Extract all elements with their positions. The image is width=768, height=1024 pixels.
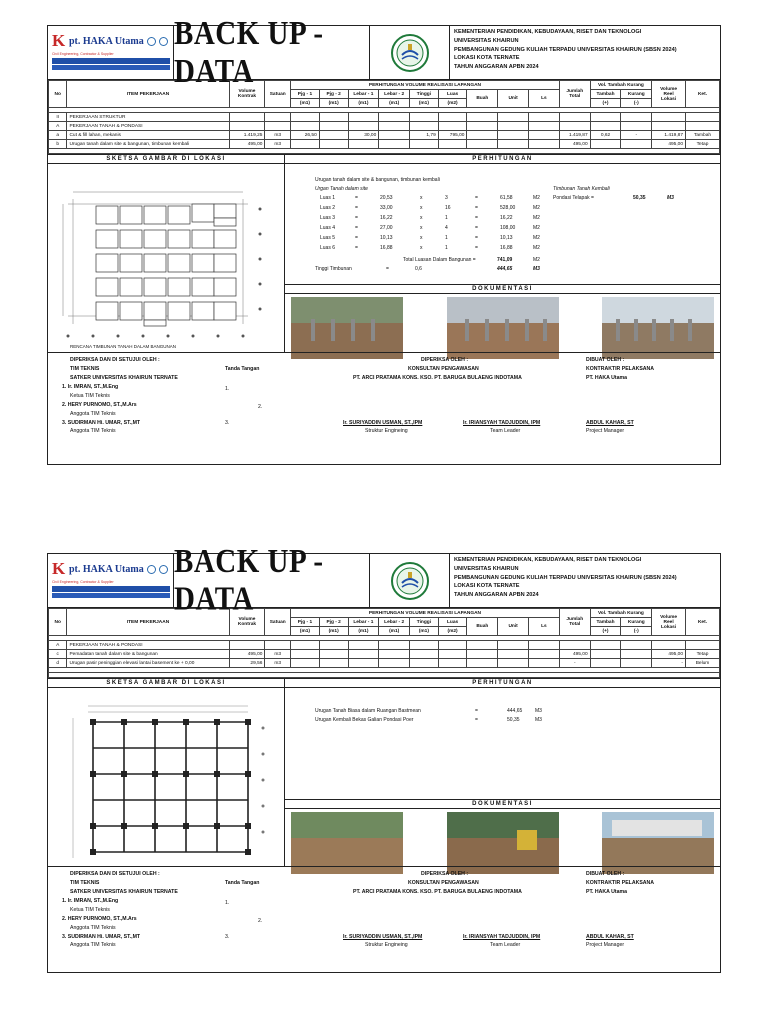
calc-cell-eq2: =	[475, 195, 478, 201]
col-pjg1: Pjg - 1	[291, 90, 320, 99]
col-ket: Ket.	[686, 81, 720, 108]
sheet-header	[48, 542, 720, 618]
signature-block: DIPERIKSA DAN DI SETUJUI OLEH : TIM TEKNIS Tanda Tangan SATKER UNIVERSITAS KHAIRUN TERNATE 1. Ir. IMRAN, ST.,M.Eng 1. Ketua TIM Teknis 2. HERY PURNOMO, ST.,M.Ars 2. Anggota TIM Teknis 3. SUDIRMAN Hi. UMAR, ST.,MT 3. Anggota TIM Teknis DIPERIKSA OLEH : KONSULTAN PENGAWASAN PT. ARCI PRATAMA KONS. KSO. PT. BARUGA BULAENG INDOTAMA Ir. SURIYADDIN USMAN, ST.,IPM Struktur Engineing Ir. IRIANSYAH TADJUDDIN, IPM Team Leader DIBUAT OLEH : KONTRAKTIR PELAKSANA PT. HAKA Utama ABDUL KAHAR, ST Project Manager	[48, 866, 720, 950]
table-row: II PEKERJAAN STRUKTUR	[49, 113, 720, 122]
calc-cell-eq: =	[355, 205, 358, 211]
k-logo-icon: K	[52, 559, 66, 578]
calc-cell-label: Luas 2	[320, 205, 336, 211]
calc-cell-a: 20,53	[380, 195, 393, 201]
col-satuan: Satuan	[265, 81, 291, 108]
calc-panel	[285, 679, 720, 866]
company-logo	[48, 554, 174, 607]
col-no: No	[49, 81, 67, 108]
sketch-panel	[48, 155, 285, 352]
col-lebar1: Lebar - 1	[348, 90, 379, 99]
calc-cell-a: 16,88	[380, 245, 393, 251]
project-info	[450, 26, 720, 79]
calc-cell-u: M2	[533, 235, 540, 241]
floor-plan-sketch	[48, 164, 284, 352]
volume-table: No ITEM PEKERJAAN Volume Kontrak Satuan PERHITUNGAN VOLUME REALISASI LAPANGAN Jumlah Total Vol. Tambah Kurang Volume Reel Lokasi Ket. Pjg - 1 Pjg - 2 Lebar - 1 Lebar - 2 Tinggi Luas Buah Unit Ls Tambah Kurang (m1) (m1) (m1) (m1) (m1) (m2) (+) (-) II PEKERJAAN STRUKTUR A PEKERJAAN TANAH & PONDASI a Cut & fill lahan, mekanis 1.419,25 m3 26,50 30,00 1,79 795,00 1.419,87 0,62 - 1.419,87 Tambah b Urugan tanah dalam site & bangunan, timbunan kembali 495,00 m3 495,00 495,00 Tetap	[48, 80, 720, 154]
calc-cell-eq: =	[355, 235, 358, 241]
table-header-row	[49, 81, 720, 90]
sketch-panel	[48, 679, 285, 866]
col-ls: Ls	[529, 90, 560, 108]
calc-cell-label: Luas 1	[320, 195, 336, 201]
table-row: b Urugan tanah dalam site & bangunan, timbunan kembali 495,00 m3 495,00 495,00 Tetap	[49, 140, 720, 149]
calc-cell-eq2: =	[475, 245, 478, 251]
calc-cell-u: M2	[533, 195, 540, 201]
calc-cell-x: x	[420, 205, 423, 211]
sketch-calc-section	[48, 154, 720, 352]
calc-cell-x: x	[420, 195, 423, 201]
col-vol-tambah-kurang: Vol. Tambah Kurang	[590, 81, 652, 90]
cert-badge-icon	[159, 37, 168, 46]
calc-cell-x: x	[420, 245, 423, 251]
calc-cell-eq: =	[355, 215, 358, 221]
calc-cell-n: 1	[445, 245, 448, 251]
calc-cell-label: Luas 4	[320, 225, 336, 231]
col-volume-reel: Volume Reel Lokasi	[652, 81, 686, 108]
cert-badge-icon	[147, 565, 156, 574]
cert-badge-icon	[159, 565, 168, 574]
col-unit: Unit	[498, 90, 529, 108]
logo-stripe	[52, 593, 170, 598]
calc-cell-res: 528,00	[500, 205, 516, 211]
info-budget-year: TAHUN ANGGARAN APBN 2024	[454, 64, 539, 71]
logo-stripe	[52, 58, 170, 64]
col-tambah: Tambah	[590, 90, 621, 99]
calc-cell-u: M2	[533, 205, 540, 211]
table-row: A PEKERJAAN TANAH & PONDASI	[49, 122, 720, 131]
table-row: a Cut & fill lahan, mekanis 1.419,25 m3 26,50 30,00 1,79 795,00 1.419,87 0,62 - 1.419,87 Tambah	[49, 131, 720, 140]
calc-cell-n: 1	[445, 215, 448, 221]
info-university: UNIVERSITAS KHAIRUN	[454, 37, 519, 44]
site-photo	[447, 297, 559, 359]
calc-cell-n: 1	[445, 235, 448, 241]
calc-cell-res: 108,00	[500, 225, 516, 231]
foundation-plan-sketch	[48, 688, 284, 866]
site-photo	[291, 812, 403, 874]
col-buah: Buah	[467, 90, 498, 108]
doc-title: DOKUMENTASI	[285, 800, 720, 809]
col-luas: Luas	[438, 90, 467, 99]
calc-cell-res: 61,58	[500, 195, 513, 201]
company-name: pt. HAKA Utama	[69, 35, 144, 47]
page-title: BACK UP - DATA	[174, 14, 324, 90]
table-row: d Urugan pasir peninggian elevasi lantai basement ke + 0,00 29,56 m3 - - Belum	[49, 659, 720, 668]
calc-cell-label: Luas 6	[320, 245, 336, 251]
sketch-title: SKETSA GAMBAR DI LOKASI	[48, 155, 284, 164]
logo-stripe	[52, 586, 170, 592]
calc-title: PERHITUNGAN	[285, 155, 720, 164]
col-group-title: PERHITUNGAN VOLUME REALISASI LAPANGAN	[291, 81, 560, 90]
calc-cell-a: 33,00	[380, 205, 393, 211]
col-item: ITEM PEKERJAAN	[67, 81, 229, 108]
calc-cell-eq2: =	[475, 225, 478, 231]
col-volume-kontrak: Volume Kontrak	[229, 81, 265, 108]
calc-cell-eq2: =	[475, 205, 478, 211]
backup-sheet-1	[47, 14, 721, 465]
calc-cell-n: 16	[445, 205, 451, 211]
signature-block: DIPERIKSA DAN DI SETUJUI OLEH : TIM TEKNIS Tanda Tangan SATKER UNIVERSITAS KHAIRUN TERNATE 1. Ir. IMRAN, ST.,M.Eng 1. Ketua TIM Teknis 2. HERY PURNOMO, ST.,M.Ars 2. Anggota TIM Teknis 3. SUDIRMAN Hi. UMAR, ST.,MT 3. Anggota TIM Teknis DIPERIKSA OLEH : KONSULTAN PENGAWASAN PT. ARCI PRATAMA KONS. KSO. PT. BARUGA BULAENG INDOTAMA Ir. SURIYADDIN USMAN, ST.,IPM Struktur Engineing Ir. IRIANSYAH TADJUDDIN, IPM Team Leader DIBUAT OLEH : KONTRAKTIR PELAKSANA PT. HAKA Utama ABDUL KAHAR, ST Project Manager	[48, 352, 720, 436]
info-location: LOKASI KOTA TERNATE	[454, 55, 520, 62]
company-tagline: Civil Engineering, Contractor & Supplier	[52, 580, 114, 584]
calc-cell-eq: =	[355, 225, 358, 231]
col-lebar2: Lebar - 2	[379, 90, 410, 99]
university-emblem-icon	[370, 26, 450, 79]
calc-cell-eq: =	[355, 245, 358, 251]
info-project: PEMBANGUNAN GEDUNG KULIAH TERPADU UNIVERSITAS KHAIRUN (SBSN 2024)	[454, 46, 677, 53]
calc-cell-label: Luas 3	[320, 215, 336, 221]
calc-cell-x: x	[420, 235, 423, 241]
site-photo	[602, 812, 714, 874]
company-name: pt. HAKA Utama	[69, 563, 144, 575]
info-ministry: KEMENTERIAN PENDIDIKAN, KEBUDAYAAN, RISET DAN TEKNOLOGI	[454, 29, 642, 35]
project-info: KEMENTERIAN PENDIDIKAN, KEBUDAYAAN, RISET DAN TEKNOLOGI UNIVERSITAS KHAIRUN PEMBANGUNAN GEDUNG KULIAH TERPADU UNIVERSITAS KHAIRUN (SBSN 2024) LOKASI KOTA TERNATE TAHUN ANGGARAN APBN 2024	[454, 557, 677, 599]
table-row: A PEKERJAAN TANAH & PONDASI	[49, 641, 720, 650]
col-jumlah: Jumlah Total	[559, 81, 590, 108]
col-kurang: Kurang	[621, 90, 652, 99]
calc-cell-a: 27,00	[380, 225, 393, 231]
calc-cell-x: x	[420, 215, 423, 221]
calc-cell-eq: =	[355, 195, 358, 201]
calc-title: PERHITUNGAN	[285, 679, 720, 688]
volume-table: No ITEM PEKERJAAN Volume Kontrak Satuan PERHITUNGAN VOLUME REALISASI LAPANGAN Jumlah Total Vol. Tambah Kurang Volume Reel Lokasi Ket. Pjg - 1 Pjg - 2 Lebar - 1 Lebar - 2 Tinggi Luas Buah Unit Ls Tambah Kurang (m1) (m1) (m1) (m1) (m1) (m2) (+) (-) A PEKERJAAN TANAH & PONDASI c Pemadatan tanah dalam site & bangunan 495,00 m3 495,00 495,00 Tetap d Urugan pasir peninggian elevasi lantai basement ke + 0,00 29,56 m3 - - Belum	[48, 608, 720, 678]
sketch-title: SKETSA GAMBAR DI LOKASI	[48, 679, 284, 688]
cert-badge-icon	[147, 37, 156, 46]
calc-cell-n: 4	[445, 225, 448, 231]
doc-title: DOKUMENTASI	[285, 285, 720, 294]
sketch-caption: RENCANA TIMBUNAN TANAH DALAM BANGUNAN	[70, 344, 177, 349]
site-photo	[602, 297, 714, 359]
calc-cell-a: 16,22	[380, 215, 393, 221]
calc-cell-label: Luas 5	[320, 235, 336, 241]
calc-cell-n: 3	[445, 195, 448, 201]
page-title: BACK UP - DATA	[174, 542, 324, 618]
col-pjg2: Pjg - 2	[319, 90, 348, 99]
company-tagline: Civil Engineering, Contractor & Supplier	[52, 52, 114, 56]
calc-body: Urugan Tanah Biasa dalam Ruangan Bastmean = 444,65 M3 Urugan Kembali Bekas Galian Pondasi Poer = 50,35 M3	[285, 688, 720, 800]
calc-cell-eq2: =	[475, 235, 478, 241]
calc-cell-u: M2	[533, 245, 540, 251]
company-logo	[48, 26, 174, 79]
k-logo-icon: K	[52, 31, 66, 50]
table-row: c Pemadatan tanah dalam site & bangunan 495,00 m3 495,00 495,00 Tetap	[49, 650, 720, 659]
sketch-calc-section	[48, 678, 720, 866]
backup-sheet-2	[47, 542, 721, 973]
col-tinggi: Tinggi	[410, 90, 439, 99]
calc-cell-x: x	[420, 225, 423, 231]
site-photo	[447, 812, 559, 874]
logo-stripe	[52, 65, 170, 70]
calc-panel	[285, 155, 720, 352]
calc-cell-u: M2	[533, 225, 540, 231]
calc-cell-a: 10,13	[380, 235, 393, 241]
calc-cell-res: 10,13	[500, 235, 513, 241]
site-photo	[291, 297, 403, 359]
calc-cell-eq2: =	[475, 215, 478, 221]
university-emblem-icon	[370, 554, 450, 607]
calc-cell-res: 16,22	[500, 215, 513, 221]
calc-cell-u: M2	[533, 215, 540, 221]
calc-body: Urugan tanah dalam site & bangunan, timbunan kembali Urgan Tanah dalam site Luas 1 = 20,53 x 3 = 61,58 M2 Luas 2 = 33,00 x 16 = 528,00 M2 Luas 3 = 16,22 x 1 = 16,22 M2 Luas 4 = 27,00 x 4 = 108,00 M2 Luas 5 = 10,13 x 1 = 10,13 M2 Luas 6 = 16,88 x 1 = 16,88 M2 Total Luasan Dalam Bangunan = 741,09 M2 Tinggi Timbunan = 0,6 444,65 M3 Timbunan Tanah Kembali Pondasi Telapak = 50,35 M3	[285, 164, 720, 285]
calc-cell-res: 16,88	[500, 245, 513, 251]
